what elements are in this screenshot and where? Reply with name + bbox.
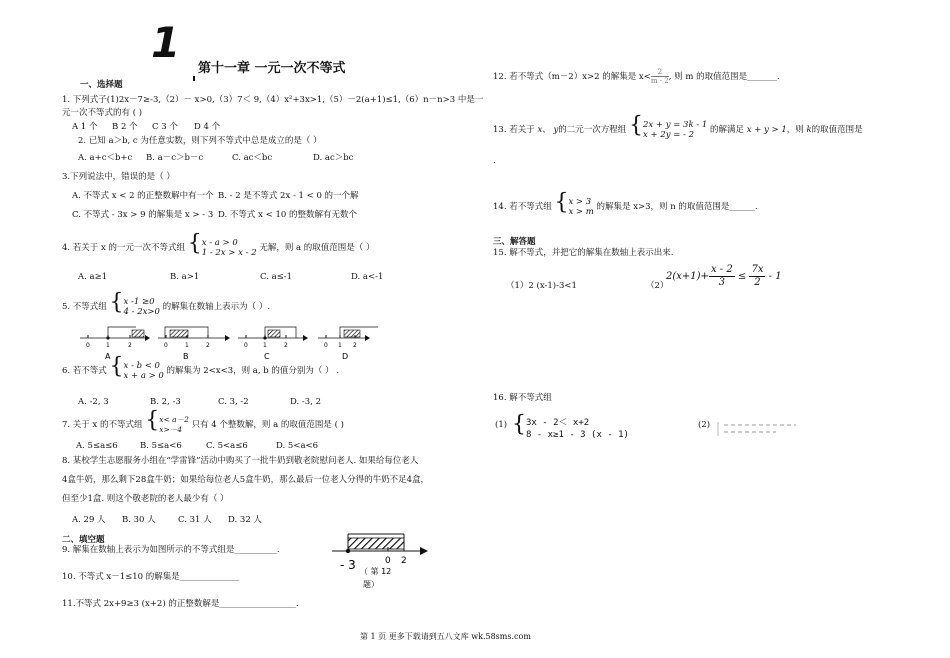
q8-option-b: B. 30 人 bbox=[122, 515, 156, 525]
q5-label-c: C bbox=[264, 352, 270, 361]
q13-suffix3: 的取值范围是 bbox=[811, 125, 863, 135]
q7-option-a: A. 5≤a≤6 bbox=[76, 441, 118, 451]
q15-frac2-den: 2 bbox=[754, 277, 761, 288]
q7-system bbox=[159, 415, 189, 435]
q5-b-tick-2: 2 bbox=[206, 342, 210, 349]
q3-text: 3.下列说法中，错误的是（ ） bbox=[62, 172, 175, 182]
q15-part2-label: （2） bbox=[646, 281, 669, 291]
q8-text-line1: 8. 某校学生志愿服务小组在“学雷锋”活动中购买了一批牛奶到敬老院慰问老人. 如果给每位老人 bbox=[62, 456, 419, 466]
q6-option-a: A. -2, 3 bbox=[78, 397, 109, 407]
q3-option-c: C. 不等式 - 3x > 9 的解集是 x > - 3 bbox=[72, 210, 214, 220]
q15-frac1-den: 3 bbox=[718, 277, 725, 288]
q5-c-tick-2: 2 bbox=[284, 342, 288, 349]
q7-prefix: 7. 关于 x 的不等式组 bbox=[62, 420, 143, 430]
q9-tick-0: 0 bbox=[385, 556, 391, 566]
q9-figure-caption: （ 第 12 bbox=[360, 567, 392, 576]
q7-option-b: B. 5≤a<6 bbox=[140, 441, 182, 451]
q15-tail: - 1 bbox=[768, 271, 782, 282]
section-answers: 三、解答题 bbox=[493, 237, 536, 247]
q8-option-c: C. 31 人 bbox=[178, 515, 212, 525]
q4-option-d: D. a<-1 bbox=[351, 272, 384, 282]
q1-option-a: A 1 个 bbox=[72, 122, 98, 132]
q5-prefix: 5. 不等式组 bbox=[62, 302, 107, 312]
q15-frac2-num: 7x bbox=[751, 264, 764, 275]
chapter-title: 第十一章 一元一次不等式 bbox=[198, 61, 346, 76]
q4-option-a: A. a≥1 bbox=[78, 272, 108, 282]
q7-system-line1: x< a－2 bbox=[159, 414, 189, 424]
q13-suffix2: ，则 bbox=[786, 125, 804, 135]
q15-part1: （1）2 (x-1)-3<1 bbox=[506, 281, 577, 291]
q16-system-line1: 3x - 2＜ x+2 bbox=[526, 417, 590, 428]
q6-brace: { bbox=[109, 354, 124, 379]
q7-option-d: D. 5<a<6 bbox=[276, 441, 319, 451]
q5-c-tick-0: 0 bbox=[244, 342, 248, 349]
q12-frac-num: 2 bbox=[651, 68, 669, 77]
q1-option-b: B 2 个 bbox=[112, 122, 138, 132]
q4-system-line2: 1 - 2x > x - 2 bbox=[201, 247, 257, 258]
q3-option-b: B. - 2 是不等式 2x - 1 < 0 的一个解 bbox=[218, 191, 359, 201]
q2-option-b: B. a－c＞b－c bbox=[146, 153, 204, 163]
q14-system-line2: x > m bbox=[568, 206, 594, 217]
q13-dot: . bbox=[493, 156, 496, 166]
q5-a-tick-1: 1 bbox=[106, 342, 110, 349]
q14-suffix: 的解集是 x>3，则 n 的取值范围是______. bbox=[596, 202, 758, 212]
q15-part2-expression bbox=[666, 264, 782, 289]
q2-text: 2. 已知 a＞b, c 为任意实数，则下列不等式中总是成立的是（ ） bbox=[78, 136, 322, 146]
q4-text bbox=[62, 233, 375, 258]
q5-b-tick-0: 0 bbox=[164, 342, 168, 349]
q8-option-d: D. 32 人 bbox=[228, 515, 262, 525]
q13-sep: 、 bbox=[542, 125, 551, 135]
q6-system-line2: x + a > 0 bbox=[123, 370, 164, 381]
q15-frac1 bbox=[709, 264, 735, 289]
q14-prefix: 14. 若不等式组 bbox=[493, 202, 552, 212]
q6-option-c: C. 3, -2 bbox=[218, 397, 249, 407]
q1-text: 1. 下列式子(1)2x－7≥-3,（2）－ x>0,（3）7＜ 9,（4）x²+3x>1,（5）－2(a+1)≤1,（6）n－n>3 中是一 bbox=[62, 95, 484, 105]
q5-label-b: B bbox=[183, 352, 189, 361]
q16-part1-system bbox=[512, 414, 629, 441]
chapter-number: 1 bbox=[151, 18, 181, 67]
q8-text-line2: 4盒牛奶，那么剩下28盒牛奶；如果给每位老人5盒牛奶，那么最后一位老人分得的牛奶不足4盒， bbox=[62, 475, 430, 485]
q16-system bbox=[526, 417, 629, 441]
q6-prefix: 6. 若不等式 bbox=[62, 366, 107, 376]
q9-number-line-figure bbox=[330, 530, 430, 592]
q3-option-a: A. 不等式 x < 2 的正整数解中有一个 bbox=[72, 191, 214, 201]
q13-suffix: 的解满足 bbox=[710, 125, 745, 135]
q7-option-c: C. 5<a≤6 bbox=[206, 441, 248, 451]
q5-d-tick-2: 2 bbox=[353, 342, 357, 349]
q2-option-c: C. ac＜bc bbox=[232, 153, 273, 163]
q13-prefix: 13. 若关于 bbox=[493, 125, 535, 135]
q4-system-line1: x - a > 0 bbox=[201, 237, 238, 248]
section-fill: 二、填空题 bbox=[62, 535, 105, 545]
q9-text: 9. 解集在数轴上表示为如图所示的不等式组是__________. bbox=[62, 545, 280, 555]
q13-system bbox=[643, 120, 707, 140]
q13-system-line2: x + 2y = - 2 bbox=[642, 129, 695, 140]
q5-suffix: 的解集在数轴上表示为（ ）. bbox=[162, 302, 271, 312]
q10-text: 10. 不等式 x－1≤10 的解集是______________ bbox=[62, 572, 240, 582]
q15-frac2 bbox=[749, 264, 765, 289]
q5-c-tick-1: 1 bbox=[263, 342, 267, 349]
q5-d-tick-1: 1 bbox=[338, 342, 342, 349]
q4-prefix: 4. 若关于 x 的一元一次不等式组 bbox=[62, 243, 186, 253]
q7-text bbox=[62, 410, 344, 435]
q4-option-b: B. a>1 bbox=[170, 272, 200, 282]
q1-option-d: D 4 个 bbox=[194, 122, 221, 132]
q5-label-a: A bbox=[105, 352, 111, 361]
q6-option-d: D. -3, 2 bbox=[290, 397, 322, 407]
section-choice: 一、选择题 bbox=[80, 80, 123, 90]
q5-system-line1: x -1 ≥0 bbox=[123, 296, 155, 307]
q14-text bbox=[493, 192, 758, 217]
q14-system bbox=[568, 197, 593, 217]
q16-part1-label: (1) bbox=[495, 420, 508, 430]
q13-mid: 的二元一次方程组 bbox=[558, 125, 627, 135]
q6-system-line1: x - b < 0 bbox=[123, 360, 160, 371]
q16-brace: { bbox=[512, 412, 526, 437]
q13-condition: x + y > 1 bbox=[746, 125, 787, 135]
q4-brace: { bbox=[187, 231, 202, 256]
q5-d-tick-0: 0 bbox=[324, 342, 328, 349]
q5-system bbox=[124, 297, 160, 317]
q16-part2-faded-system bbox=[716, 420, 806, 438]
q7-suffix: 只有 4 个整数解，则 a 的取值范围是 ( ) bbox=[191, 420, 344, 430]
q12-fraction bbox=[651, 68, 669, 85]
q16-part2-label: (2) bbox=[698, 420, 711, 430]
q5-brace: { bbox=[109, 290, 124, 315]
q5-a-tick-2: 2 bbox=[128, 342, 132, 349]
q14-brace: { bbox=[554, 190, 569, 215]
q8-option-a: A. 29 人 bbox=[72, 515, 106, 525]
q5-text bbox=[62, 292, 270, 317]
q13-var-y: y bbox=[553, 125, 559, 135]
q3-option-d: D. 不等式 x < 10 的整数解有无数个 bbox=[218, 210, 357, 220]
q15-text: 15. 解不等式，并把它的解集在数轴上表示出来. bbox=[493, 248, 674, 258]
q2-option-d: D. ac＞bc bbox=[313, 153, 354, 163]
q12-text bbox=[493, 68, 780, 85]
page-footer: 第 1 页 更多下载请到五八文库 wk.58sms.com bbox=[360, 632, 531, 641]
q7-brace: { bbox=[145, 408, 160, 433]
q2-option-a: A. a+c＜b+c bbox=[78, 153, 133, 163]
q13-var-k: k bbox=[806, 125, 812, 135]
q6-suffix: 的解集为 2<x<3，则 a, b 的值分别为（ ） . bbox=[166, 366, 340, 376]
q1-option-c: C 3 个 bbox=[152, 122, 178, 132]
q4-system bbox=[202, 238, 257, 258]
q13-system-line1: 2x + y = 3k - 1 bbox=[642, 119, 708, 130]
q6-system bbox=[124, 361, 164, 381]
q12-suffix: , 则 m 的取值范围是_______. bbox=[668, 72, 780, 82]
q5-a-tick-0: 0 bbox=[86, 342, 90, 349]
q13-text bbox=[493, 115, 863, 140]
q9-tick-neg3: - 3 bbox=[340, 558, 356, 572]
q15-expr-a: 2(x+1)+ bbox=[666, 271, 709, 282]
q14-system-line1: x > 3 bbox=[568, 196, 592, 207]
q1-text-line2: 元一次不等式的有 ( ) bbox=[62, 108, 143, 118]
q5-label-d: D bbox=[342, 352, 349, 361]
q4-suffix: 无解，则 a 的取值范围是（ ） bbox=[259, 243, 375, 253]
title-mark bbox=[193, 76, 195, 81]
q15-le: ≤ bbox=[737, 271, 747, 282]
q7-system-line2: x>－4 bbox=[159, 424, 183, 434]
q6-text bbox=[62, 356, 339, 381]
q5-system-line2: 4 - 2x>0 bbox=[123, 306, 160, 317]
q16-system-line2: 8 - x≥1 - 3 (x - 1) bbox=[526, 429, 629, 440]
q4-option-c: C. a≤-1 bbox=[260, 272, 293, 282]
q12-frac-den: m - 2 bbox=[650, 77, 669, 85]
q8-text-line3: 但至少1盒. 则这个敬老院的老人最少有（ ） bbox=[62, 494, 229, 504]
q9-figure-caption-2: 题） bbox=[363, 580, 379, 589]
q12-prefix: 12. 若不等式（m－2）x>2 的解集是 x< bbox=[493, 72, 651, 82]
q16-text: 16. 解不等式组 bbox=[493, 393, 552, 403]
q11-text: 11.不等式 2x+9≥3 (x+2) 的正整数解是__________________. bbox=[62, 599, 299, 609]
q15-frac1-num: x - 2 bbox=[710, 264, 733, 275]
q9-tick-2: 2 bbox=[401, 556, 407, 566]
q13-var-x: x bbox=[537, 125, 543, 135]
q5-b-tick-1: 1 bbox=[185, 342, 189, 349]
q13-brace: { bbox=[628, 113, 643, 138]
q6-option-b: B. 2, -3 bbox=[150, 397, 181, 407]
